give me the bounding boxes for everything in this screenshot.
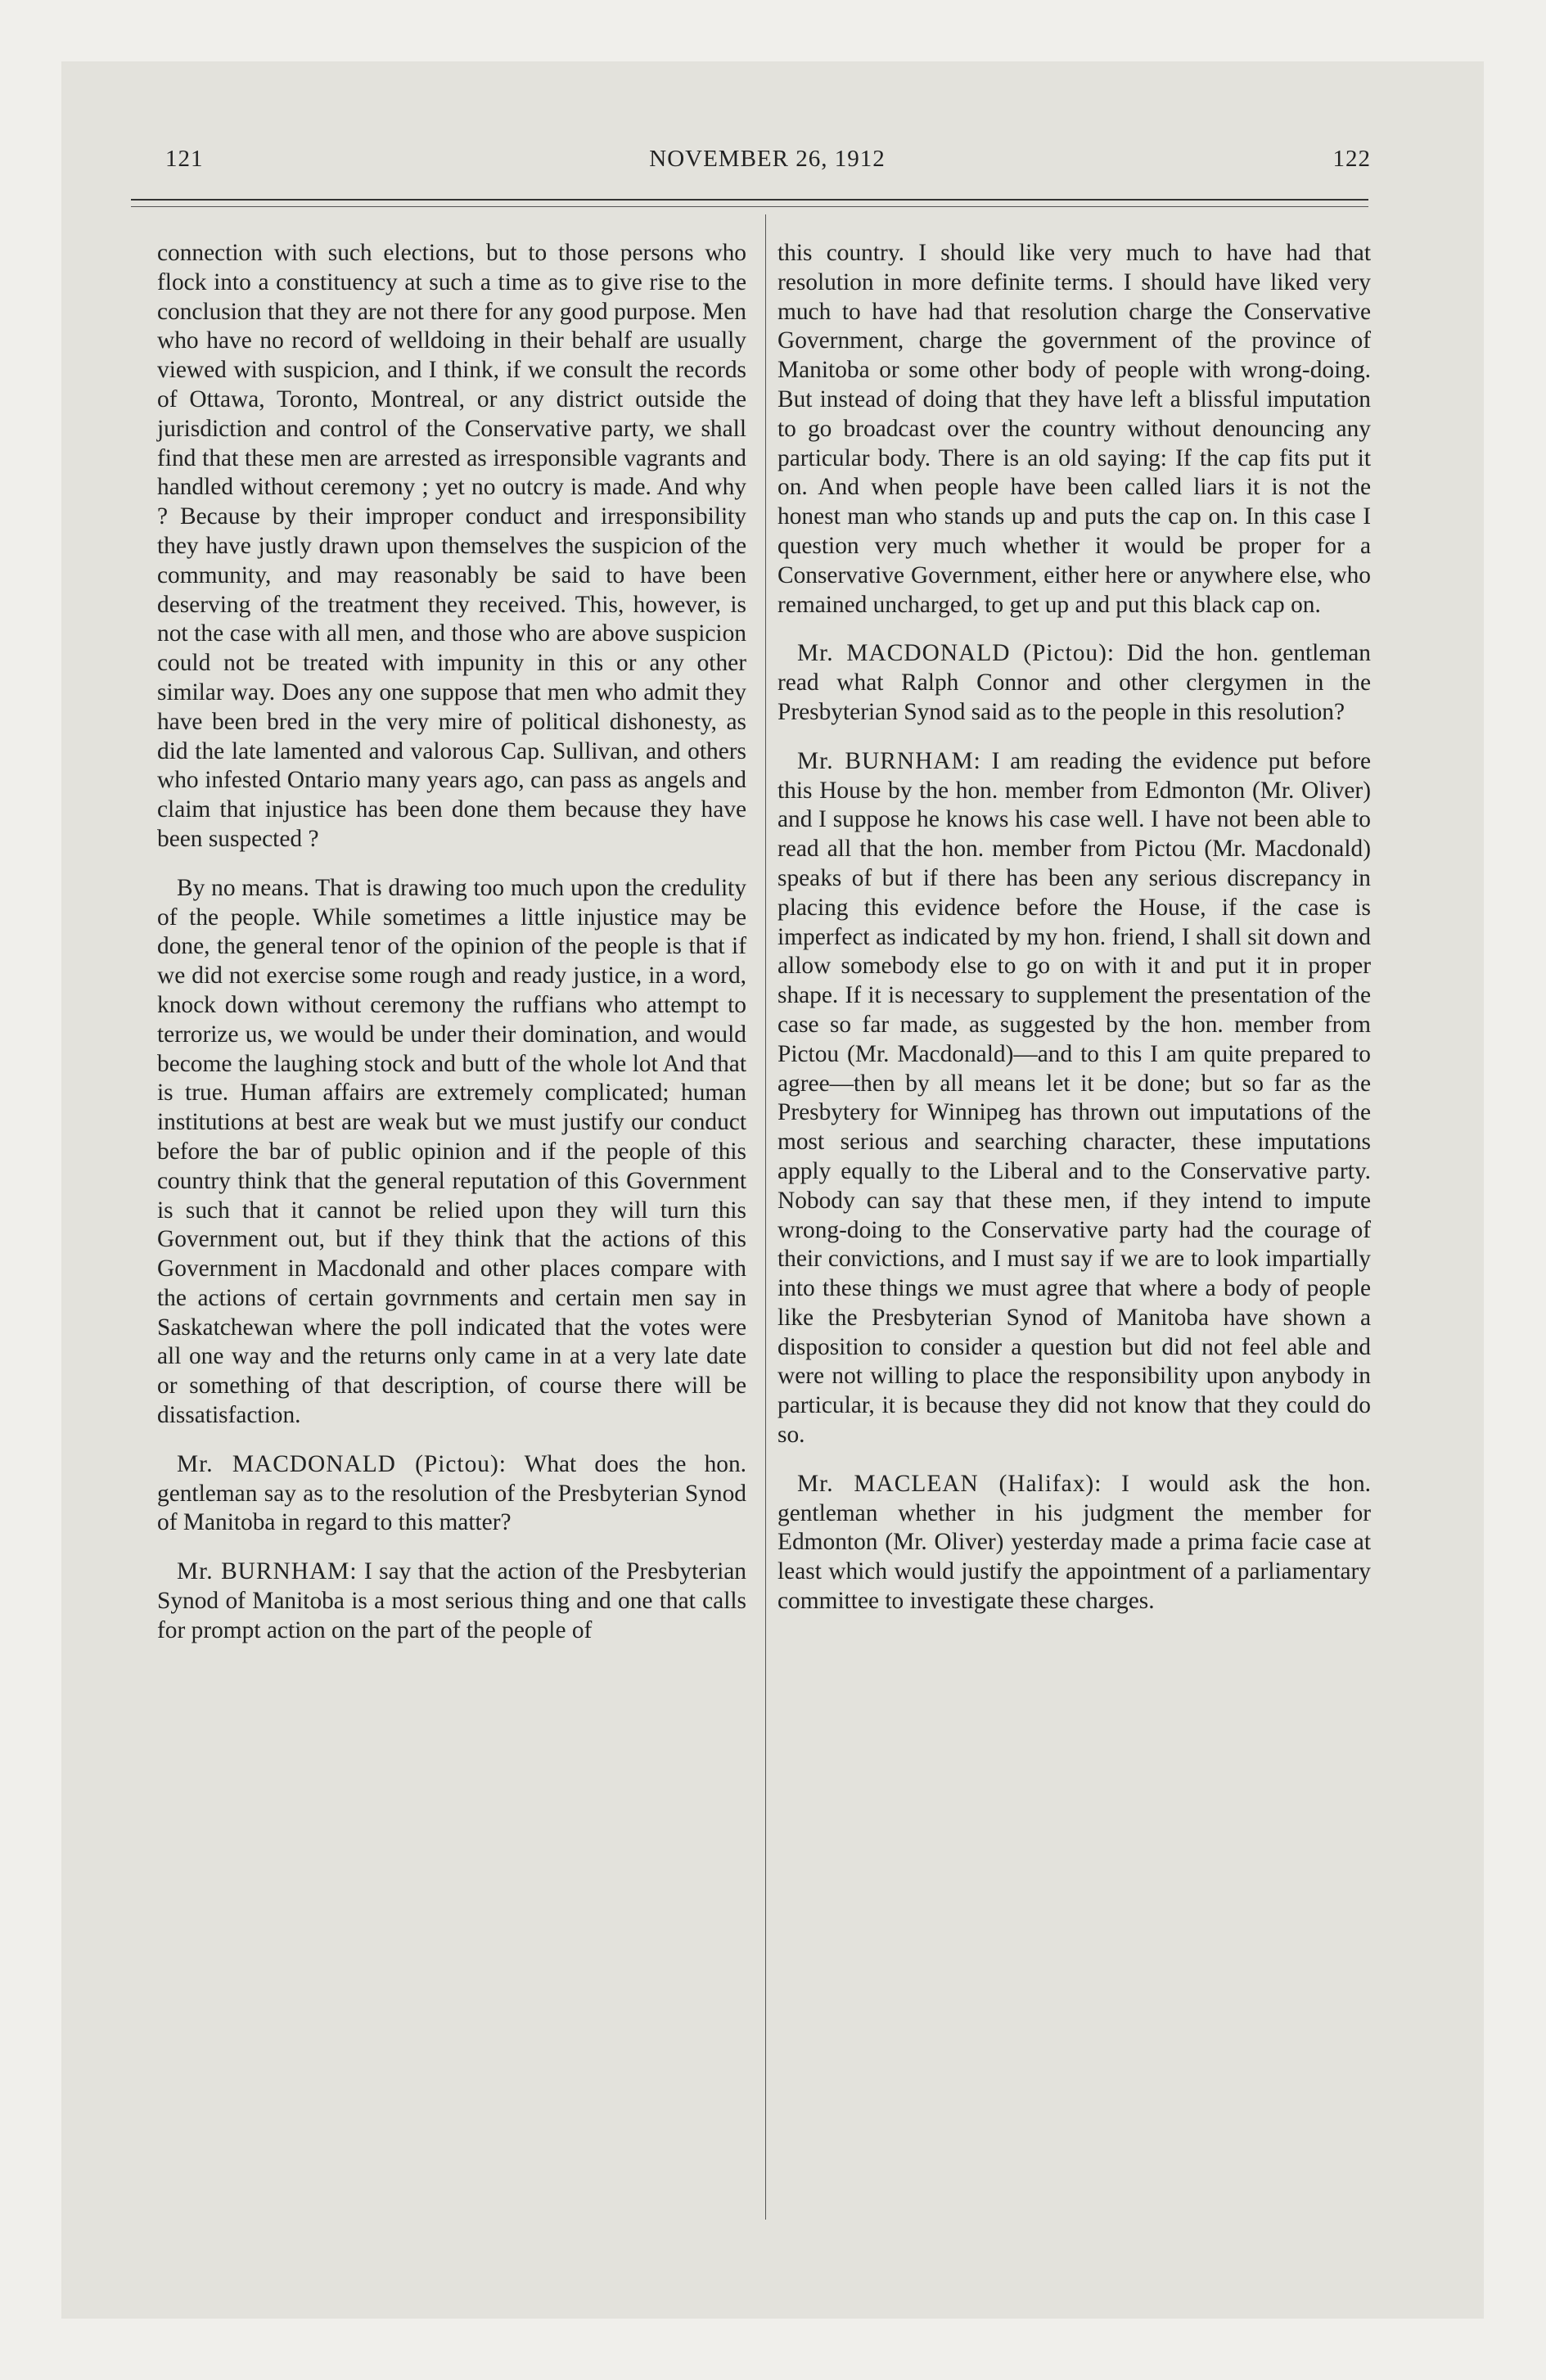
speaker-name: Mr. MACDONALD (Pictou): xyxy=(177,1450,507,1477)
header-rule xyxy=(131,199,1368,201)
speech xyxy=(157,1450,746,1538)
speaker-name: Mr. MACLEAN (Halifax): xyxy=(797,1470,1102,1497)
paragraph: By no means. That is drawing too much upon the credulity of the people. While sometimes a little injustice may be done, the general tenor of the opinion of the people is that if we did not exercise some rough and ready justice, in a word, knock down without ceremony the ruffians who attempt to terrorize us, we would be under their domination, and would become the laughing stock and butt of the whole lot And that is true. Human affairs are extremely complicated; human institutions at best are weak but we must justify our conduct before the bar of public opinion and if the people of this country think that the general reputation of this Government is such that it cannot be relied upon they will turn this Government out, but if they think that the actions of this Government in Macdonald and other places compare with the actions of certain govrnments and certain men say in Saskatchewan where the poll indicated that the votes were all one way and the returns only came in at a very late date or something of that description, of course there will be dissatisfaction. xyxy=(157,874,746,1429)
speech-text: What does the hon. gentleman say as to the resolution of the Presbyterian Synod of Manitoba in regard to this matter? xyxy=(157,1450,747,1536)
page-number-right: 122 xyxy=(1332,146,1371,172)
header-rule-secondary xyxy=(131,206,1368,207)
speech-text: I would ask the hon. gentleman whether in his judgment the member for Edmonton (Mr. Oliver) yesterday made a prima facie case at least which would justify the appointment of a parliamentary committee to investigate these charges. xyxy=(778,1470,1371,1615)
speech-text: I say that the action of the Presbyterian Synod of Manitoba is a most serious thing and one that calls for prompt action on the part of the people of xyxy=(157,1558,746,1643)
page-number-left: 121 xyxy=(165,146,204,172)
speech-text: Did the hon. gentleman read what Ralph Connor and other clergymen in the Presbyterian Synod said as to the people in this resolution? xyxy=(778,640,1371,725)
column-divider xyxy=(765,214,766,2220)
paragraph: this country. I should like very much to have had that resolution in more definite terms. I should have liked very much to have had that resolution charge the Conservative Government, charge the government of the province of Manitoba or some other body of people with wrong-doing. But instead of doing that they have left a blissful imputation to go broadcast over the country without denouncing any particular body. There is an old saying: If the cap fits put it on. And when people have been called liars it is not the honest man who stands up and puts the cap on. In this case I question very much whether it would be proper for a Conservative Government, either here or anywhere else, who remained uncharged, to get up and put this black cap on. xyxy=(778,240,1371,618)
paragraph: connection with such elections, but to those persons who flock into a constituency at such a time as to give rise to the conclusion that they are not there for any good purpose. Men who have no record of welldoing in their behalf are usually viewed with suspicion, and I think, if we consult the records of Ottawa, Toronto, Montreal, or any district outside the jurisdiction and control of the Conservative party, we shall find that these men are arrested as irresponsible vagrants and handled without ceremony ; yet no outcry is made. And why ? Because by their improper conduct and irresponsibility they have justly drawn upon themselves the suspicion of the community, and may reasonably be said to have been deserving of the treatment they received. This, however, is not the case with all men, and those who are above suspicion could not be treated with impunity in this or any other similar way. Does any one suppose that men who admit they have been bred in the very mire of political dishonesty, as did the late lamented and valorous Cap. Sullivan, and others who infested Ontario many years ago, can pass as angels and claim that injustice has been done them because they have been suspected ? xyxy=(157,240,746,852)
speech xyxy=(778,747,1371,1450)
page-header xyxy=(164,146,1371,178)
speaker-name: Mr. BURNHAM: xyxy=(177,1558,358,1585)
speech xyxy=(778,1470,1371,1616)
speech xyxy=(778,639,1371,727)
speech-text: I am reading the evidence put before this House by the hon. member from Edmonton (Mr. Oliver) and I suppose he knows his case well. I have not been able to read all that the hon. member from Pictou (Mr. Macdonald) speaks of but if there has been any serious discrepancy in placing this evidence before the House, if the case is imperfect as indicated by my hon. friend, I shall sit down and allow somebody else to go on with it and put it in proper shape. If it is necessary to supplement the presentation of the case so far made, as suggested by the hon. member from Pictou (Mr. Macdonald)—and to this I am quite prepared to agree—then by all means let it be done; but so far as the Presbytery for Winnipeg has thrown out imputations of the most serious and searching character, these imputations apply equally to the Liberal and to the Conservative party. Nobody can say that these men, if they intend to impute wrong-doing to the Conservative party had the courage of their convictions, and I must say if we are to look impartially into these things we must agree that where a body of people like the Presbyterian Synod of Manitoba have shown a disposition to consider a question but did not feel able and were not willing to place the responsibility upon anybody in particular, it is because they did not know that they could do so. xyxy=(778,747,1371,1449)
page-date: NOVEMBER 26, 1912 xyxy=(649,146,886,172)
speaker-name: Mr. BURNHAM: xyxy=(797,747,981,774)
speaker-name: Mr. MACDONALD (Pictou): xyxy=(797,640,1116,667)
right-column xyxy=(778,239,1371,1636)
left-column xyxy=(157,239,746,1666)
speech xyxy=(157,1557,746,1645)
